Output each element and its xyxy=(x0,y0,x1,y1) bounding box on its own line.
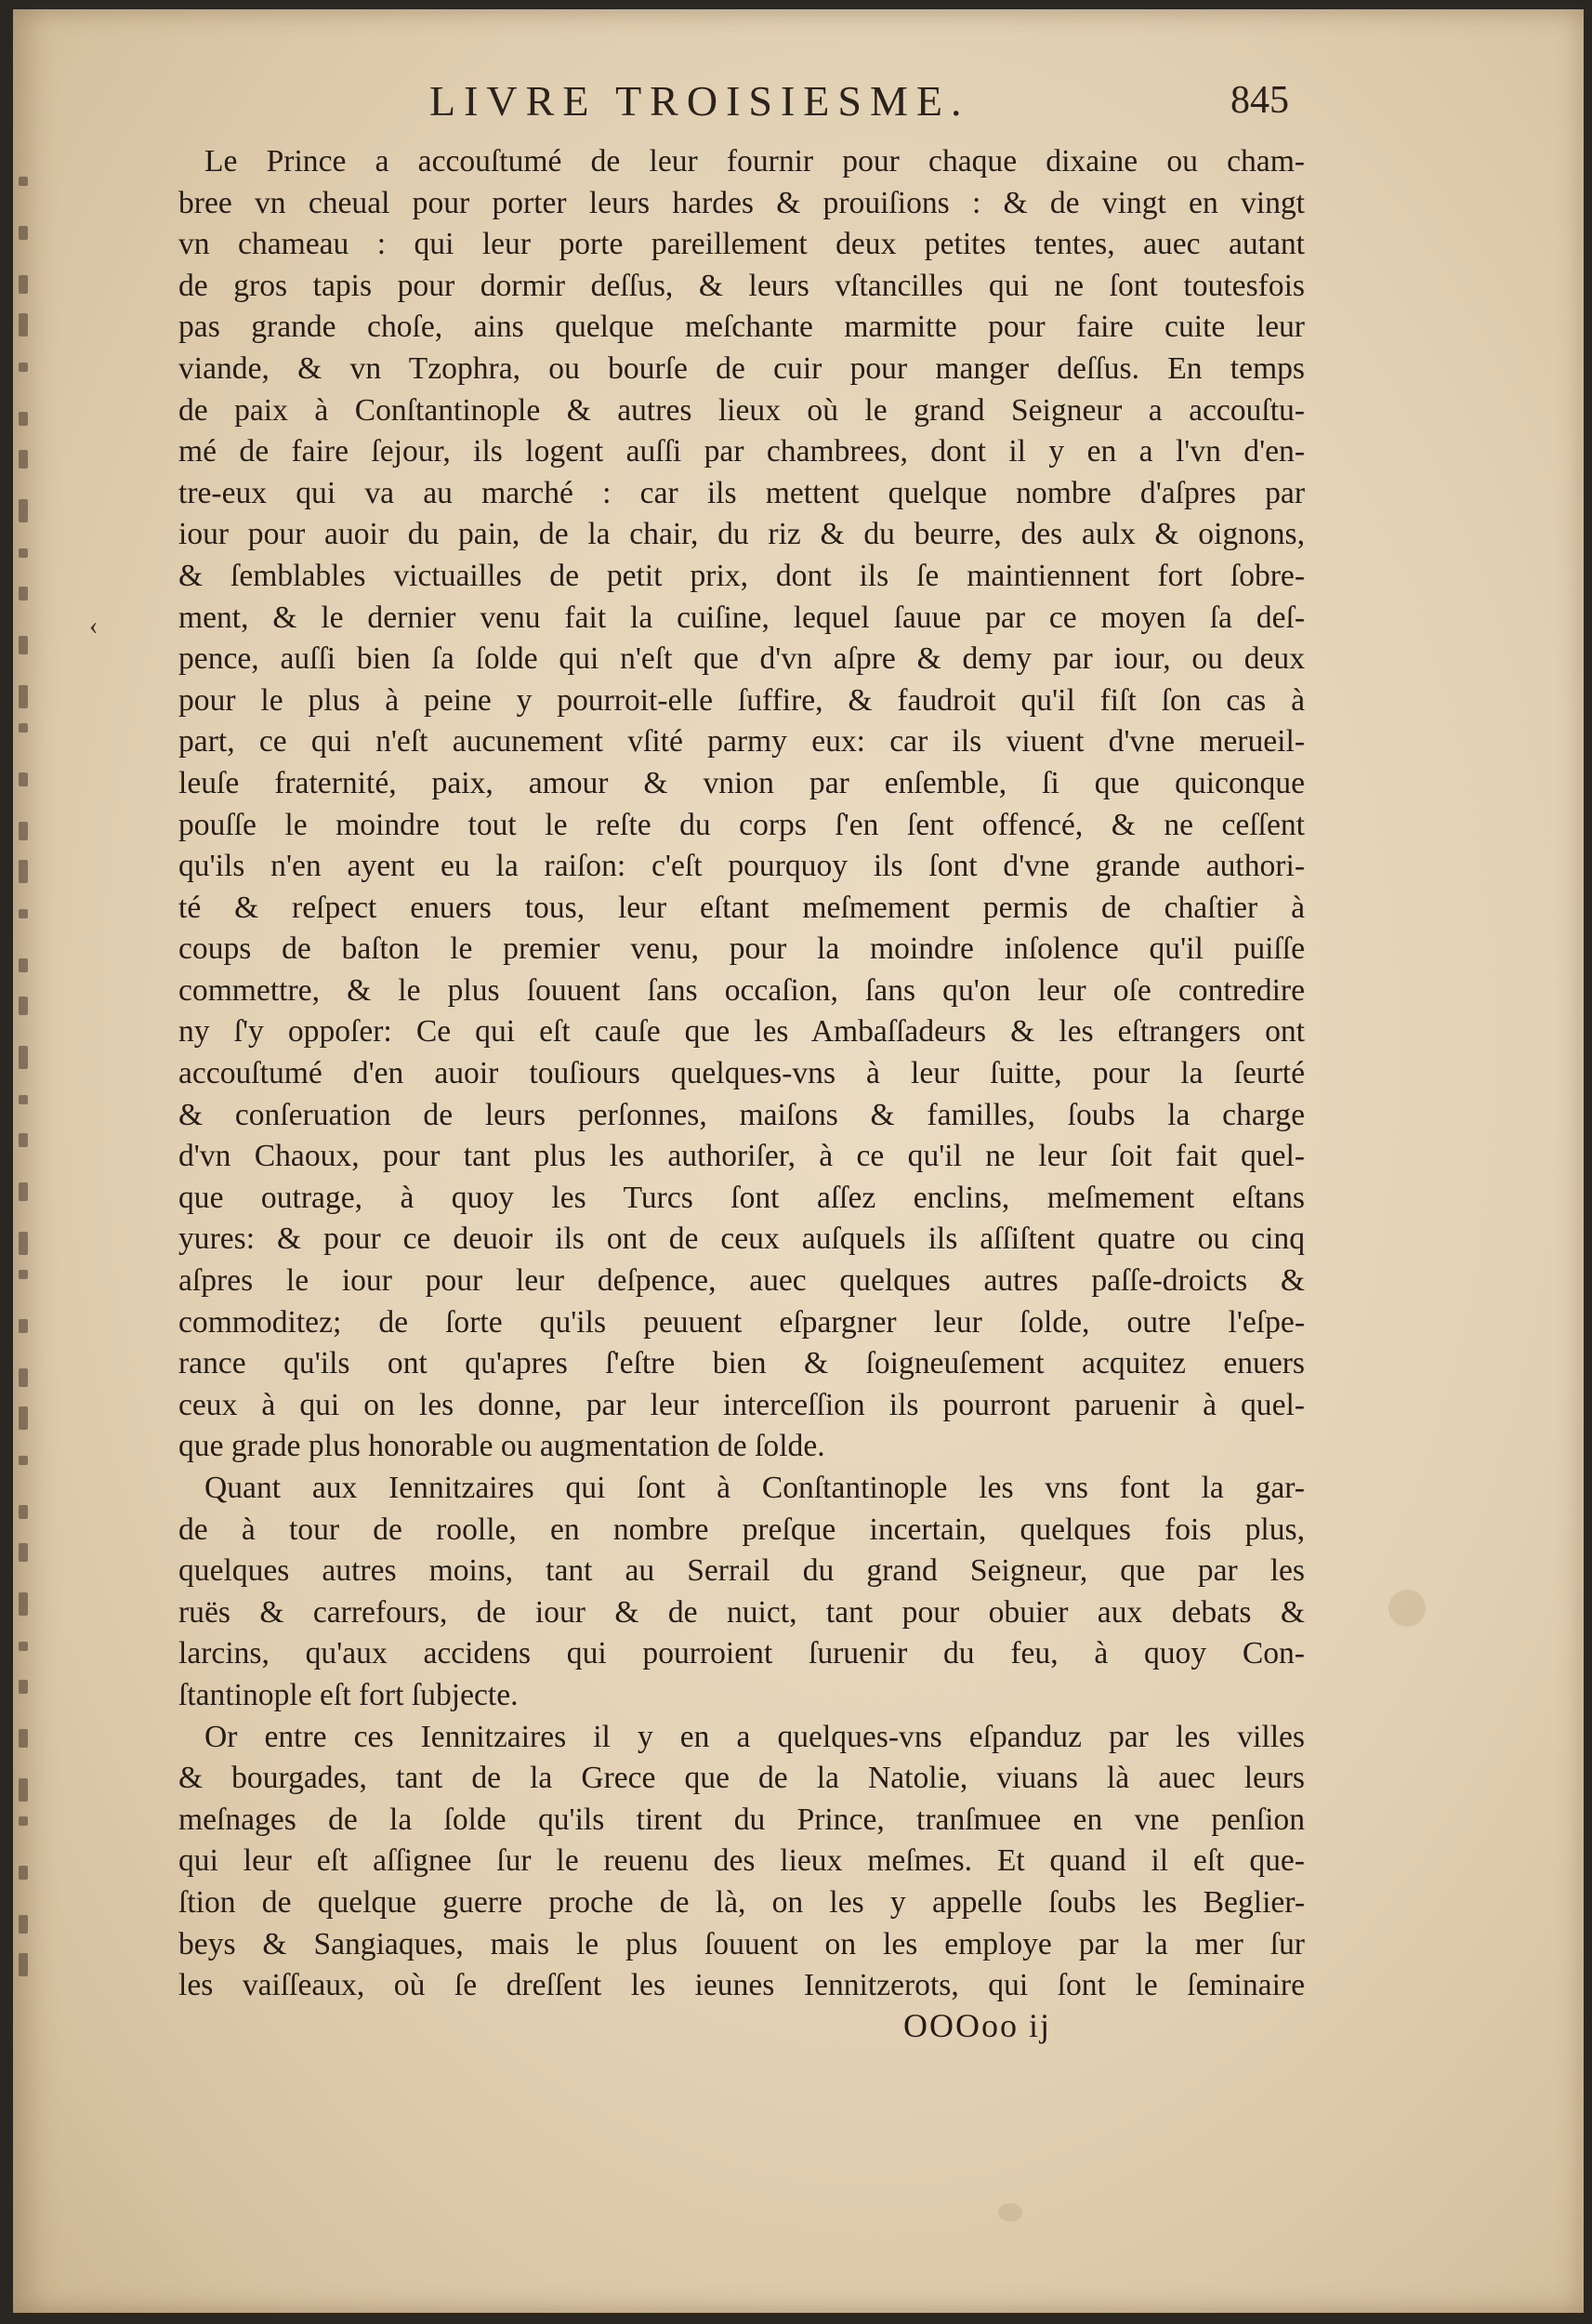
gutter-mark xyxy=(19,1319,28,1333)
text-line: pence, auſſi bien ſa ſolde qui n'eſt que d'vn aſpre & demy par iour, ou deux xyxy=(178,641,1305,677)
gutter-mark xyxy=(19,412,28,426)
text-line: Quant aux Iennitzaires qui ſont à Conſtantinople les vns font la gar- xyxy=(204,1471,1305,1505)
gutter-mark xyxy=(19,1133,28,1147)
page-number: 845 xyxy=(1230,79,1289,122)
gutter-mark xyxy=(19,363,28,372)
text-line: accouſtumé d'en auoir touſiours quelques-vns à leur ſuitte, pour la ſeurté xyxy=(178,1056,1305,1091)
gutter-mark xyxy=(19,1680,28,1694)
gutter-mark xyxy=(19,1046,28,1069)
gutter-mark xyxy=(19,1778,28,1802)
text-line: vn chameau : qui leur porte pareillement deux petites tentes, auec autant xyxy=(178,227,1305,262)
gutter-mark xyxy=(19,685,28,708)
running-title: LIVRE TROISIESME. xyxy=(429,77,970,125)
gutter-mark xyxy=(19,723,28,733)
margin-mark: ‹ xyxy=(89,612,99,640)
text-line: té & reſpect enuers tous, leur eſtant meſmement permis de chaſtier à xyxy=(178,890,1305,925)
gutter-mark xyxy=(19,1642,28,1651)
gutter-mark xyxy=(19,636,28,654)
text-line: de paix à Conſtantinople & autres lieux où le grand Seigneur a accouſtu- xyxy=(178,392,1305,428)
text-line: & bourgades, tant de la Grece que de la Natolie, viuans là auec leurs xyxy=(178,1761,1305,1796)
gutter-mark xyxy=(19,1232,28,1255)
text-line: que grade plus honorable ou augmentation de ſolde. xyxy=(178,1429,825,1464)
gutter-mark xyxy=(19,909,28,918)
gutter-mark xyxy=(19,1456,28,1465)
page-header xyxy=(171,76,1305,132)
text-line: tre-eux qui va au marché : car ils mettent quelque nombre d'aſpres par xyxy=(178,475,1305,510)
gutter-mark xyxy=(19,177,28,186)
text-line: commettre, & le plus ſouuent ſans occaſion, ſans qu'on leur oſe contredire xyxy=(178,972,1305,1008)
gutter-mark xyxy=(19,226,28,240)
text-line: ceux à qui on les donne, par leur interceſſion ils pourront paruenir à quel- xyxy=(178,1387,1305,1422)
text-line: ſtantinople eſt fort ſubjecte. xyxy=(178,1677,519,1712)
text-line: coups de baſton le premier venu, pour la moindre inſolence qu'il puiſſe xyxy=(178,931,1305,967)
text-line: quelques autres moins, tant au Serrail du grand Seigneur, que par les xyxy=(178,1553,1305,1589)
text-line: qui leur eſt aſſignee ſur le reuenu des lieux meſmes. Et quand il eſt que- xyxy=(178,1843,1305,1879)
gutter-mark xyxy=(19,450,28,469)
gutter-mark xyxy=(19,1866,28,1880)
text-line: larcins, qu'aux accidens qui pourroient ſuruenir du feu, à quoy Con- xyxy=(178,1636,1305,1671)
gutter-shadow-marks xyxy=(13,177,41,1999)
text-line: de à tour de roolle, en nombre preſque incertain, quelques fois plus, xyxy=(178,1512,1305,1547)
gutter-mark xyxy=(19,1270,28,1279)
text-line: leuſe fraternité, paix, amour & vnion par enſemble, ſi que quiconque xyxy=(178,765,1305,800)
body-text xyxy=(178,141,1305,2007)
gutter-mark xyxy=(19,587,28,601)
text-line: ruës & carrefours, de iour & de nuict, tant pour obuier aux debats & xyxy=(178,1594,1305,1630)
text-line: yures: & pour ce deuoir ils ont de ceux auſquels ils aſſiſtent quatre ou cinq xyxy=(178,1221,1305,1257)
text-line: rance qu'ils ont qu'apres ſ'eſtre bien & ſoigneuſement acquitez enuers xyxy=(178,1346,1305,1381)
text-line: que outrage, à quoy les Turcs ſont aſſez enclins, meſmement eſtans xyxy=(178,1180,1305,1215)
text-line: & ſemblables victuailles de petit prix, dont ils ſe maintiennent fort ſobre- xyxy=(178,558,1305,593)
gutter-mark xyxy=(19,822,28,840)
gutter-mark xyxy=(19,1729,28,1748)
gutter-mark xyxy=(19,1368,28,1387)
gutter-mark xyxy=(19,772,28,786)
gutter-mark xyxy=(19,313,28,337)
gutter-mark xyxy=(19,1543,28,1562)
text-line: d'vn Chaoux, pour tant plus les authoriſer, à ce qu'il ne leur ſoit fait quel- xyxy=(178,1139,1305,1174)
text-line: bree vn cheual pour porter leurs hardes & prouiſions : & de vingt en vingt xyxy=(178,185,1305,220)
text-line: ſtion de quelque guerre proche de là, on les y appelle ſoubs les Beglier- xyxy=(178,1884,1305,1920)
text-line: viande, & vn Tzophra, ou bourſe de cuir pour manger deſſus. En temps xyxy=(178,350,1305,386)
text-line: qu'ils n'en ayent eu la raiſon: c'eſt pourquoy ils ſont d'vne grande authori- xyxy=(178,849,1305,884)
text-line: & conſeruation de leurs perſonnes, maiſons & familles, ſoubs la charge xyxy=(178,1097,1305,1132)
gutter-mark xyxy=(19,548,28,558)
text-line: ny ſ'y oppoſer: Ce qui eſt cauſe que les Ambaſſadeurs & les eſtrangers ont xyxy=(178,1014,1305,1050)
gutter-mark xyxy=(19,1953,28,1976)
text-line: meſnages de la ſolde qu'ils tirent du Prince, tranſmuee en vne penſion xyxy=(178,1802,1305,1837)
gutter-mark xyxy=(19,997,28,1015)
text-line: ment, & le dernier venu fait la cuiſine, lequel ſauue par ce moyen ſa deſ- xyxy=(178,600,1305,635)
gutter-mark xyxy=(19,1505,28,1519)
gutter-mark xyxy=(19,1915,28,1934)
gutter-mark xyxy=(19,1095,28,1104)
gutter-mark xyxy=(19,275,28,294)
gutter-mark xyxy=(19,1592,28,1616)
text-line: de gros tapis pour dormir deſſus, & leurs vſtancilles qui ne ſont toutesfois xyxy=(178,268,1305,303)
text-line: pas grande choſe, ains quelque meſchante marmitte pour faire cuite leur xyxy=(178,310,1305,345)
book-page xyxy=(13,9,1584,2313)
paper-stain xyxy=(998,2203,1022,2222)
text-line: Le Prince a accouſtumé de leur fournir pour chaque dixaine ou cham- xyxy=(204,144,1305,178)
text-line: mé de faire ſejour, ils logent auſſi par chambrees, dont il y en a l'vn d'en- xyxy=(178,434,1305,469)
text-line: Or entre ces Iennitzaires il y en a quelques-vns eſpanduz par les villes xyxy=(204,1719,1305,1754)
gutter-mark xyxy=(19,1816,28,1826)
signature-mark: OOOoo ij xyxy=(903,2007,1051,2044)
gutter-mark xyxy=(19,860,28,883)
text-line: aſpres le iour pour leur deſpence, auec quelques autres paſſe-droicts & xyxy=(178,1263,1305,1299)
gutter-mark xyxy=(19,1406,28,1430)
text-line: pour le plus à peine y pourroit-elle ſuffire, & faudroit qu'il fiſt ſon cas à xyxy=(178,682,1305,718)
text-line: part, ce qui n'eſt aucunement vſité parmy eux: car ils viuent d'vne merueil- xyxy=(178,724,1305,759)
text-line: iour pour auoir du pain, de la chair, du riz & du beurre, des aulx & oignons, xyxy=(178,517,1305,552)
gutter-mark xyxy=(19,1182,28,1201)
gutter-mark xyxy=(19,958,28,972)
text-line: commoditez; de ſorte qu'ils peuuent eſpargner leur ſolde, outre l'eſpe- xyxy=(178,1304,1305,1340)
text-line: les vaiſſeaux, où ſe dreſſent les ieunes Iennitzerots, qui ſont le ſeminaire xyxy=(178,1968,1305,2003)
gutter-mark xyxy=(19,499,28,522)
text-line: beys & Sangiaques, mais le plus ſouuent on les employe par la mer ſur xyxy=(178,1926,1305,1961)
paper-stain xyxy=(1388,1590,1426,1627)
text-line: pouſſe le moindre tout le reſte du corps ſ'en ſent offencé, & ne ceſſent xyxy=(178,807,1305,842)
